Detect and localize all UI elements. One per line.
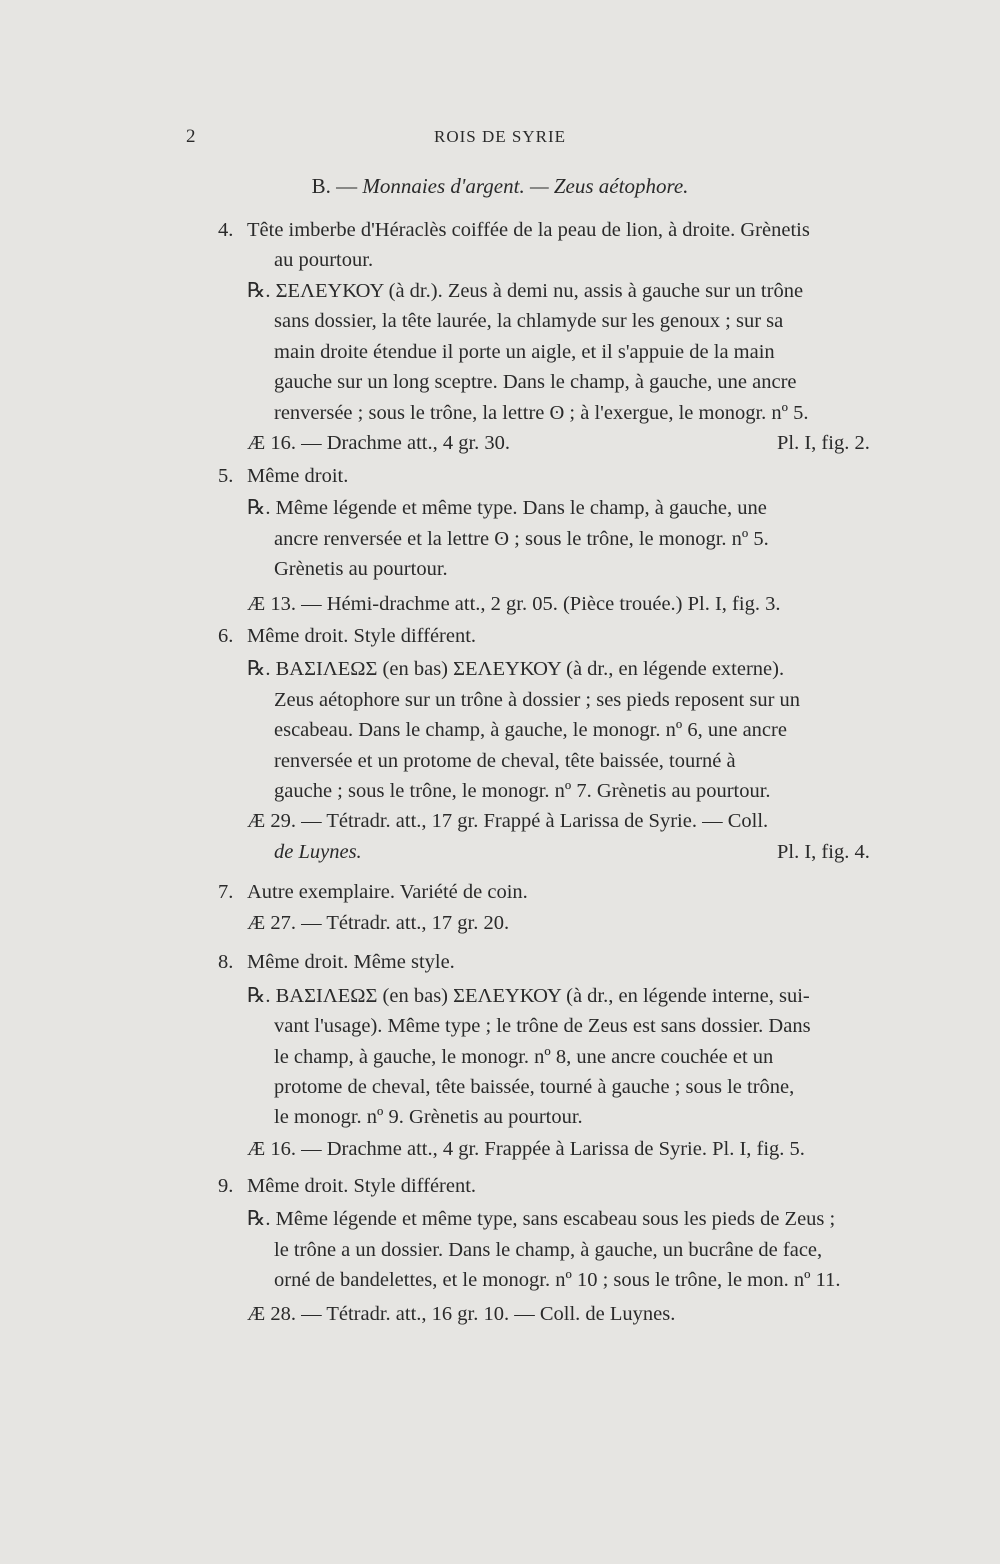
entry-number: 9. (218, 1175, 234, 1197)
entry-line: vant l'usage). Même type ; le trône de Zeus est sans dossier. Dans (274, 1015, 811, 1037)
entry-line: ℞. ΒΑΣΙΛΕΩΣ (en bas) ΣΕΛΕΥΚΟΥ (à dr., en légende externe). (247, 658, 785, 680)
entry-line: protome de cheval, tête baissée, tourné à gauche ; sous le trône, (274, 1076, 795, 1098)
entry-line: le monogr. nº 9. Grènetis au pourtour. (274, 1106, 583, 1128)
entry-line: Grènetis au pourtour. (274, 558, 448, 580)
entry-line: ℞. Même légende et même type. Dans le champ, à gauche, une (247, 497, 767, 519)
entry-line: Zeus aétophore sur un trône à dossier ; ses pieds reposent sur un (274, 689, 801, 711)
entry-line: escabeau. Dans le champ, à gauche, le monogr. nº 6, une ancre (274, 719, 787, 741)
entry-line: le champ, à gauche, le monogr. nº 8, une ancre couchée et un (274, 1046, 774, 1068)
section-heading (0, 174, 1000, 199)
plate-reference: Pl. I, fig. 2. (777, 432, 870, 454)
entry-line: orné de bandelettes, et le monogr. nº 10 ; sous le trône, le mon. nº 11. (274, 1269, 841, 1291)
section-title: Monnaies d'argent. — Zeus aétophore. (362, 174, 689, 198)
entry-line: le trône a un dossier. Dans le champ, à gauche, un bucrâne de face, (274, 1239, 823, 1261)
entry-line: ℞. ΒΑΣΙΛΕΩΣ (en bas) ΣΕΛΕΥΚΟΥ (à dr., en légende interne, sui- (247, 985, 810, 1007)
entry-line: renversée et un protome de cheval, tête baissée, tourné à (274, 750, 736, 772)
section-prefix: B. — (311, 174, 363, 198)
entry-number: 7. (218, 881, 234, 903)
entry-line: gauche ; sous le trône, le monogr. nº 7. Grènetis au pourtour. (274, 780, 771, 802)
entry-line: Æ 16. — Drachme att., 4 gr. Frappée à Larissa de Syrie. Pl. I, fig. 5. (247, 1138, 805, 1160)
page-number: 2 (186, 126, 196, 147)
entry-line: ℞. ΣΕΛΕΥΚΟΥ (à dr.). Zeus à demi nu, assis à gauche sur un trône (247, 280, 804, 302)
entry-line: Autre exemplaire. Variété de coin. (247, 881, 528, 903)
entry-line: renversée ; sous le trône, la lettre ʘ ; à l'exergue, le monogr. nº 5. (274, 402, 809, 424)
entry-number: 8. (218, 951, 234, 973)
entry-line: de Luynes. (274, 841, 362, 863)
entry-line: Æ 13. — Hémi-drachme att., 2 gr. 05. (Pièce trouée.) Pl. I, fig. 3. (247, 593, 781, 615)
entry-line: ℞. Même légende et même type, sans escabeau sous les pieds de Zeus ; (247, 1208, 836, 1230)
entry-line: Même droit. Style différent. (247, 625, 477, 647)
entry-line: Même droit. (247, 465, 349, 487)
entry-line: Même droit. Même style. (247, 951, 455, 973)
entry-line: main droite étendue il porte un aigle, et il s'appuie de la main (274, 341, 775, 363)
entry-line: Æ 27. — Tétradr. att., 17 gr. 20. (247, 912, 510, 934)
entry-number: 5. (218, 465, 234, 487)
entry-line: Tête imberbe d'Héraclès coiffée de la peau de lion, à droite. Grènetis (247, 219, 810, 241)
entry-line: ancre renversée et la lettre ʘ ; sous le trône, le monogr. nº 5. (274, 528, 769, 550)
entry-line: Æ 29. — Tétradr. att., 17 gr. Frappé à Larissa de Syrie. — Coll. (247, 810, 769, 832)
entry-line: Æ 16. — Drachme att., 4 gr. 30. (247, 432, 511, 454)
plate-reference: Pl. I, fig. 4. (777, 841, 870, 863)
entry-line: sans dossier, la tête laurée, la chlamyde sur les genoux ; sur sa (274, 310, 784, 332)
entry-line: Æ 28. — Tétradr. att., 16 gr. 10. — Coll. de Luynes. (247, 1303, 676, 1325)
entry-line: au pourtour. (274, 249, 374, 271)
entry-number: 6. (218, 625, 234, 647)
running-head: ROIS DE SYRIE (433, 127, 566, 146)
entry-line: Même droit. Style différent. (247, 1175, 477, 1197)
entry-number: 4. (218, 219, 234, 241)
entry-line: gauche sur un long sceptre. Dans le champ, à gauche, une ancre (274, 371, 797, 393)
